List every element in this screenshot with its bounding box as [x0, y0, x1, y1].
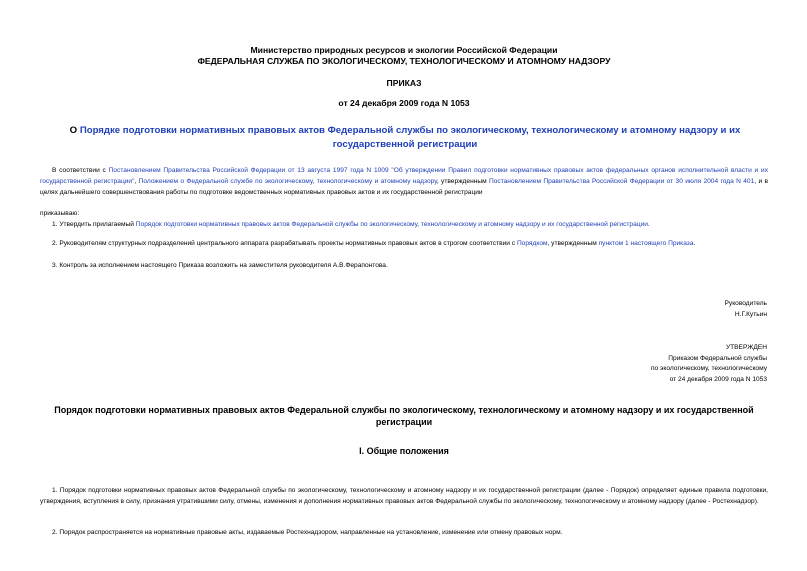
subject-prefix: О — [69, 125, 80, 136]
signature-name: Н.Г.Кутьин — [734, 310, 767, 318]
preamble-text-1: В соответствии с — [52, 167, 109, 174]
preamble-text-2: , — [134, 178, 139, 185]
subject-link[interactable]: Порядке подготовки нормативных правовых актов Федеральной службы по экологическому, технологическому и атомному надзору и их государственной регистрации — [79, 125, 741, 150]
decree-401-link[interactable]: Постановлением Правительства Российской Федерации от 30 июля 2004 года N 401 — [488, 178, 755, 185]
document-subject — [60, 124, 750, 152]
clause-1-link[interactable]: пунктом 1 настоящего Приказа — [598, 240, 694, 247]
item-2-end: . — [693, 240, 696, 247]
signature-position: Руководитель — [724, 300, 767, 307]
annex-title: Порядок подготовки нормативных правовых актов Федеральной службы по экологическому, технологическому и атомному надзору и их государственной регистрации — [54, 405, 754, 427]
preamble-text-3: , утвержденным — [436, 178, 489, 185]
item-2-mid: , утвержденным — [547, 240, 599, 247]
approval-block — [651, 343, 767, 385]
document-date: от 24 декабря 2009 года N 1053 — [338, 98, 470, 108]
procedure-link[interactable]: Порядок подготовки нормативных правовых актов Федеральной службы по экологическому, технологическому и атомному надзору и их государственной регистрации — [135, 221, 648, 228]
preamble-text-4: , и в целях дальнейшего совершенствования работы по подготовке ведомственных нормативных правовых актов и их государственной регистрации — [40, 178, 769, 196]
item-2-text: 2. Руководителям структурных подразделений центрального аппарата разрабатывать проекты нормативных правовых актов в строгом соответствии с — [52, 240, 517, 247]
item-1-text: 1. Утвердить прилагаемый — [52, 221, 136, 228]
signature-block — [725, 299, 767, 320]
preamble-paragraph — [40, 165, 768, 198]
item-1-end: . — [647, 221, 650, 228]
regulation-link[interactable]: Положением о Федеральной службе по экологическому, технологическому и атомному надзору — [138, 178, 437, 185]
service-name: ФЕДЕРАЛЬНАЯ СЛУЖБА ПО ЭКОЛОГИЧЕСКОМУ, ТЕХНОЛОГИЧЕСКОМУ И АТОМНОМУ НАДЗОРУ — [197, 56, 611, 66]
ministry-name: Министерство природных ресурсов и экологии Российской Федерации — [250, 45, 558, 55]
order-item-1 — [40, 219, 768, 230]
order-item-3: 3. Контроль за исполнением настоящего Приказа возложить на заместителя руководителя А.В.Ферапонтова. — [52, 262, 388, 269]
approved-label: УТВЕРЖДЕН — [725, 344, 767, 351]
order-item-2 — [40, 238, 768, 249]
document-type: ПРИКАЗ — [386, 78, 422, 88]
approved-line-3: от 24 декабря 2009 года N 1053 — [669, 375, 767, 383]
decree-1009-link[interactable]: Постановлением Правительства Российской Федерации от 13 августа 1997 года N 1009 "Об утверждении Правил подготовки нормативных правовых актов федеральных органов исполнительной власти и их государственной регистрации" — [40, 167, 768, 185]
section-heading: I. Общие положения — [359, 446, 449, 456]
annex-clause-1: 1. Порядок подготовки нормативных правовых актов Федеральной службы по экологическому, технологическому и атомному надзору и их государственной регистрации (далее - Порядок) определяет единые правила подготовки, утверждения, вступления в силу, признания утратившими силу, отмены, изменения и дополнения нормативных правовых актов Федеральной службы по экологическому, технологическому и атомному надзору (далее - Ростехнадзор). — [40, 487, 768, 505]
document-header — [40, 45, 768, 67]
procedure-ref-link[interactable]: Порядком — [516, 240, 548, 247]
approved-line-2: по экологическому, технологическому — [650, 365, 767, 372]
order-word: приказываю: — [40, 210, 80, 217]
annex-clause-2: 2. Порядок распространяется на нормативные правовые акты, издаваемые Ростехнадзором, направленные на установление, изменение или отмену правовых норм. — [52, 529, 563, 536]
approved-line-1: Приказом Федеральной службы — [668, 354, 767, 362]
